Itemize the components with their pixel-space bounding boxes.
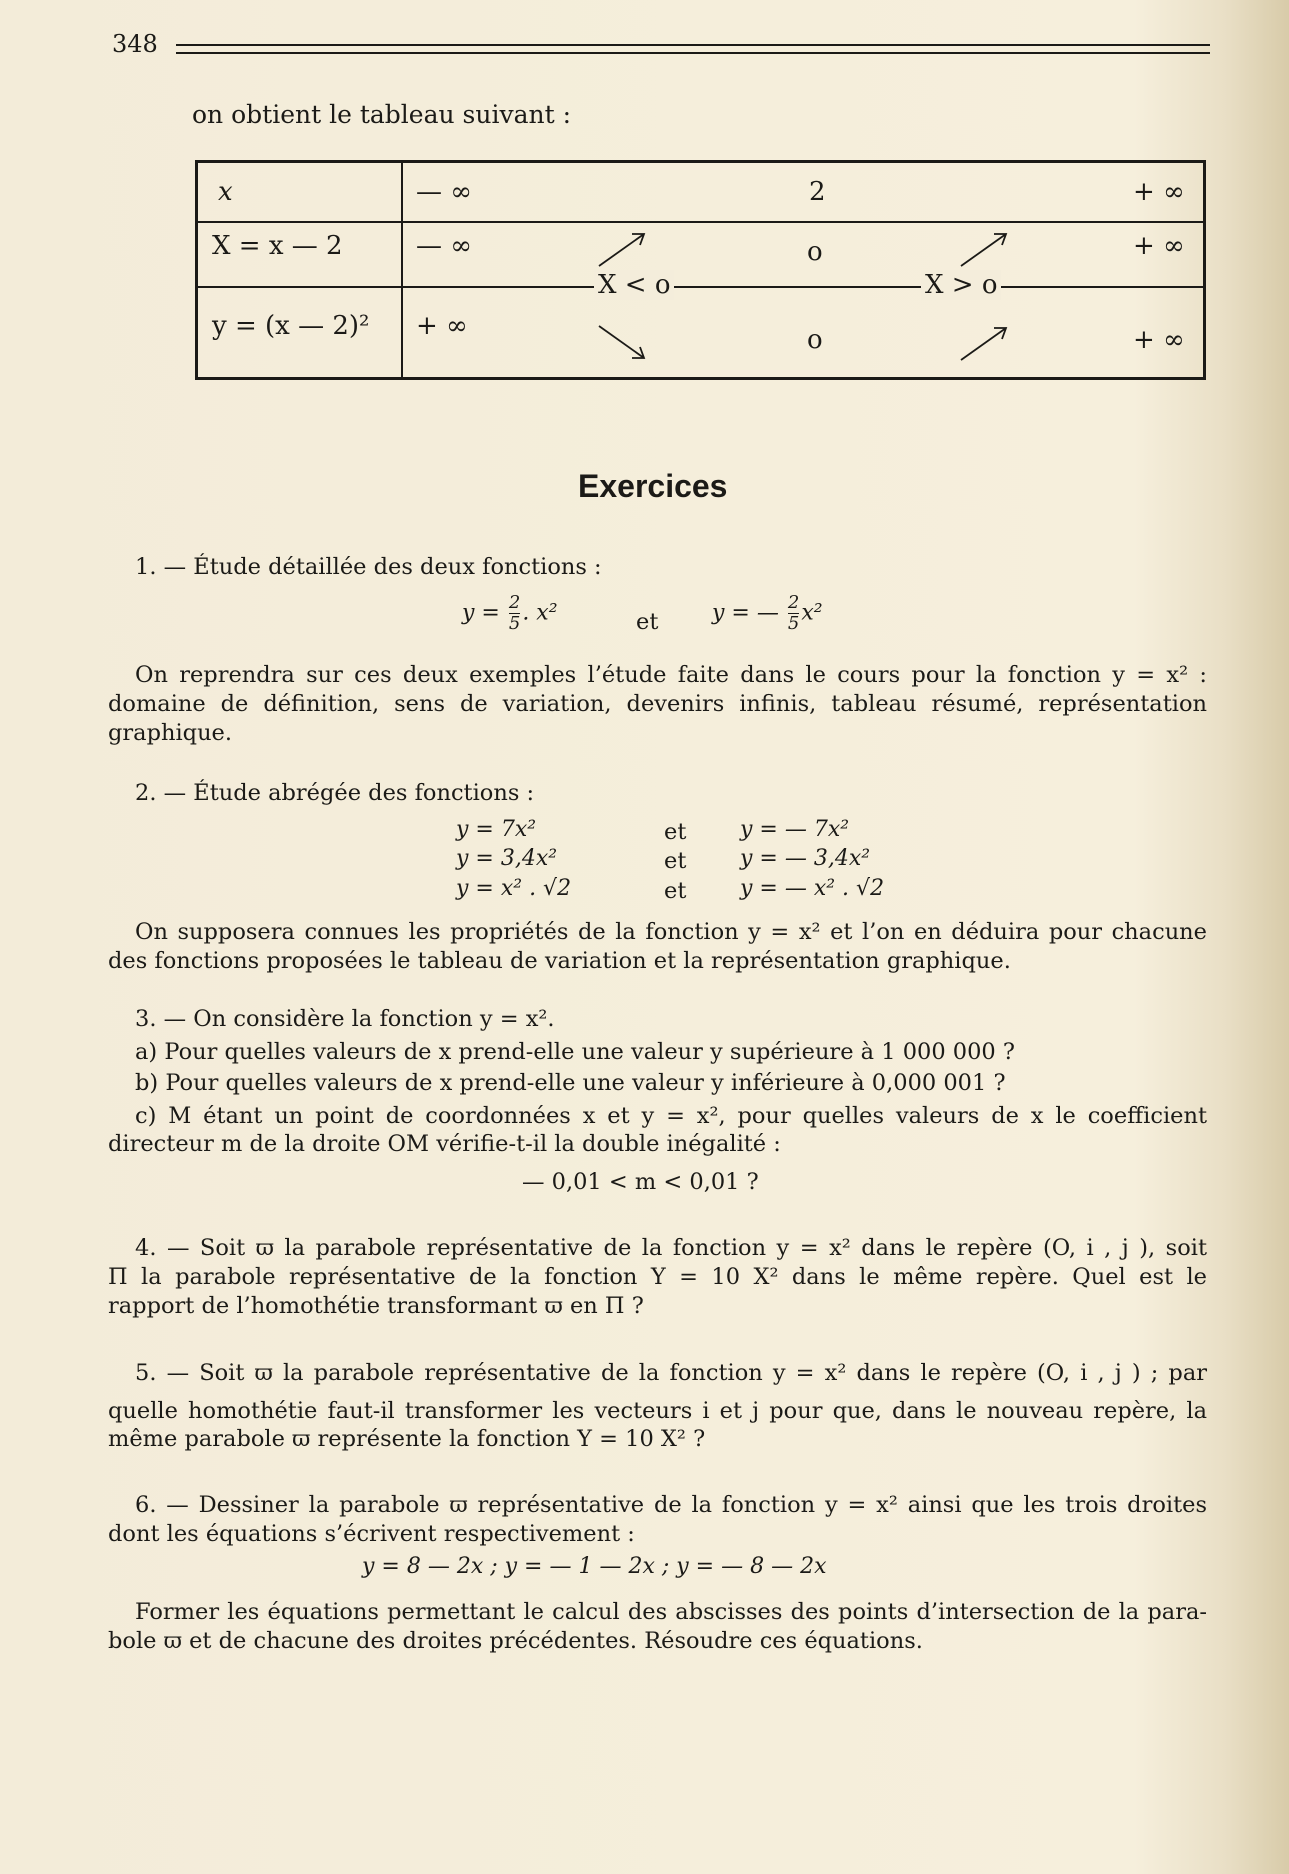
table-sign-left: X < o [594,270,674,300]
exercise-6-line: bole ϖ et de chacune des droites précédentes. Résoudre ces équations. [108,1628,923,1654]
exercise-3-a: a) Pour quelles valeurs de x prend-elle une valeur y supérieure à 1 000 000 ? [135,1039,1015,1065]
table-row-divider [198,221,1203,223]
arrow-up-icon [958,229,1012,269]
exercise-4-line: 4. — Soit ϖ la parabole représentative de la fonction y = x² dans le repère (O, i , j ), soit [135,1235,1207,1261]
table-cell: o [807,325,823,355]
exercise-2-line: des fonctions proposées le tableau de variation et la représentation graphique. [108,948,1011,974]
exercise-2-left: y = 7x² [456,817,537,842]
variation-table [195,160,1206,380]
arrow-up-icon [596,229,650,269]
exercise-2-et: et [664,819,687,845]
exercise-4-line: rapport de l’homothétie transformant ϖ en Π ? [108,1293,644,1319]
exercise-3-b: b) Pour quelles valeurs de x prend-elle une valeur y inférieure à 0,000 001 ? [135,1070,1006,1096]
table-x-label: x [218,177,233,207]
exercise-1-heading: 1. — Étude détaillée des deux fonctions : [135,554,602,580]
exercise-2-left: y = x² . √2 [456,876,572,901]
exercise-2-et: et [664,878,687,904]
exercise-1-equation-left: y = $\frac{2}{5}$ . x² [462,592,558,634]
table-cell: — ∞ [416,231,472,261]
table-cell: + ∞ [1133,231,1185,261]
header-rule-bottom [176,52,1210,54]
exercise-5-line: même parabole ϖ représente la fonction Y = 10 X² ? [108,1426,706,1452]
exercise-6-line: dont les équations s’écrivent respectivement : [108,1521,635,1547]
arrow-down-icon [596,323,650,363]
exercise-6-equations: y = 8 — 2x ; y = — 1 — 2x ; y = — 8 — 2x [362,1554,827,1579]
exercise-1-equation-right: y = — $\frac{2}{5}$ x² [712,592,823,634]
table-cell: + ∞ [416,311,468,341]
page-number: 348 [112,30,158,58]
table-sign-right: X > o [921,270,1001,300]
fraction: $\frac{2}{5}$ [787,592,800,634]
exercise-4-line: Π la parabole représentative de la fonction Y = 10 X² dans le même repère. Quel est le [108,1264,1207,1290]
exercise-1-et: et [636,609,659,635]
intro-text: on obtient le tableau suivant : [192,100,571,129]
table-cell: — ∞ [416,177,472,207]
exercise-1-line: domaine de définition, sens de variation, devenirs infinis, tableau résumé, représentation [108,691,1207,717]
exercise-2-right: y = — 7x² [740,817,850,842]
table-row-divider [198,286,1203,288]
exercise-2-left: y = 3,4x² [456,846,558,871]
exercise-6-line: Former les équations permettant le calcul des abscisses des points d’intersection de la para- [135,1599,1207,1625]
table-cell: + ∞ [1133,325,1185,355]
table-X-label: X = x — 2 [212,231,343,261]
table-cell: o [807,237,823,267]
table-y-label: y = (x — 2)² [212,311,370,341]
exercise-3-c: c) M étant un point de coordonnées x et y = x², pour quelles valeurs de x le coefficient [135,1103,1207,1129]
table-cell: 2 [809,177,826,207]
exercise-2-right: y = — 3,4x² [740,846,871,871]
exercise-3-c: directeur m de la droite OM vérifie-t-il la double inégalité : [108,1131,781,1157]
exercise-5-line: 5. — Soit ϖ la parabole représentative de la fonction y = x² dans le repère (O, i , j ) ; par [135,1360,1207,1386]
exercise-2-right: y = — x² . √2 [740,876,885,901]
table-col-divider [401,163,403,377]
header-rule-top [176,44,1210,46]
arrow-up-icon [958,323,1012,363]
exercise-1-line: On reprendra sur ces deux exemples l’étude faite dans le cours pour la fonction y = x² : [135,662,1207,688]
exercise-5-line: quelle homothétie faut-il transformer les vecteurs i et j pour que, dans le nouveau repère, la [108,1398,1207,1424]
exercise-6-line: 6. — Dessiner la parabole ϖ représentative de la fonction y = x² ainsi que les trois droites [135,1492,1207,1518]
table-cell: + ∞ [1133,177,1185,207]
exercise-3-heading: 3. — On considère la fonction y = x². [135,1006,555,1032]
exercise-1-line: graphique. [108,720,233,746]
exercise-3-inequality: — 0,01 < m < 0,01 ? [522,1169,759,1195]
fraction: $\frac{2}{5}$ [508,592,521,634]
exercise-2-heading: 2. — Étude abrégée des fonctions : [135,780,535,806]
exercise-2-line: On supposera connues les propriétés de la fonction y = x² et l’on en déduira pour chacune [135,919,1207,945]
section-title: Exercices [578,468,728,504]
exercise-2-et: et [664,848,687,874]
